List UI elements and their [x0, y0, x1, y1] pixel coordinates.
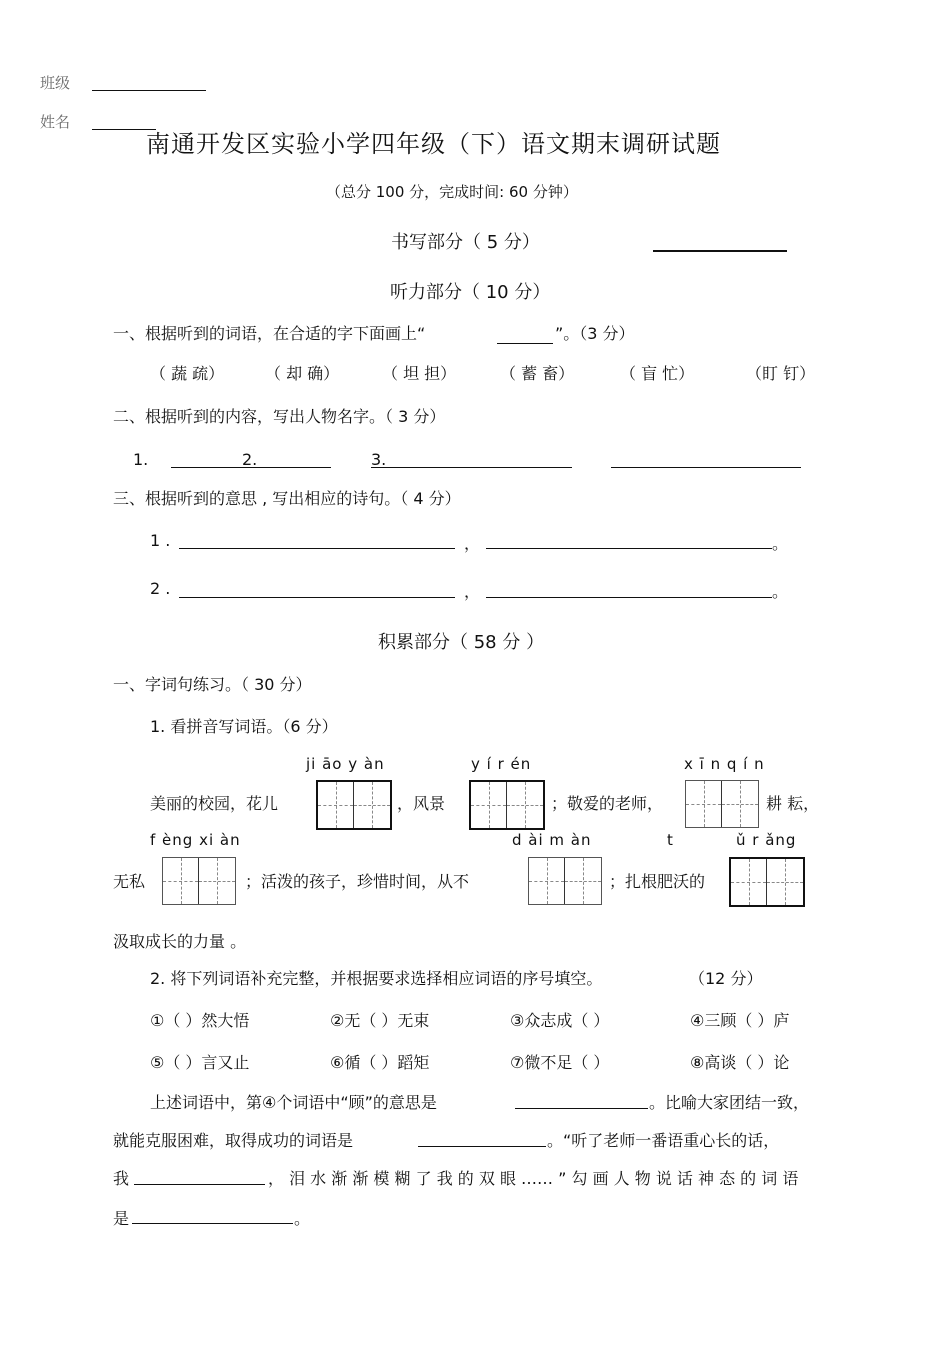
listening-q2-num-1: 1. — [133, 450, 149, 469]
pinyin-label: t — [667, 831, 674, 849]
idiom-question-title: 2. 将下列词语补充完整，并根据要求选择相应词语的序号填空。 — [150, 969, 603, 988]
writing-score-line[interactable] — [653, 250, 787, 252]
tianzige-box[interactable] — [685, 780, 759, 828]
pinyin-question-title: 1. 看拼音写词语。（6 分） — [150, 717, 338, 736]
fill-text: 是 — [113, 1209, 130, 1228]
pinyin-label: ǔ r ǎng — [736, 831, 797, 849]
tianzige-box[interactable] — [729, 857, 805, 907]
class-input-line[interactable] — [92, 90, 206, 91]
page-title: 南通开发区实验小学四年级（下）语文期末调研试题 — [146, 130, 721, 158]
fill-text: 。比喻大家团结一致， — [649, 1093, 810, 1112]
sentence-text: 汲取成长的力量 。 — [113, 932, 247, 951]
listening-q2-num-3: 3. — [371, 450, 387, 469]
sentence-text: ；扎根肥沃的 — [609, 872, 706, 891]
fill-text: 。“听了老师一番语重心长的话， — [547, 1131, 780, 1150]
listening-q1-option[interactable]: （盯 钉） — [746, 364, 816, 383]
tianzige-box[interactable] — [469, 780, 545, 830]
listening-q1-underline-sample — [497, 343, 553, 344]
tianzige-box[interactable] — [316, 780, 392, 830]
tianzige-box[interactable] — [162, 857, 236, 905]
poem-comma: ， — [464, 534, 481, 553]
page-subtitle: （总分 100 分，完成时间: 60 分钟） — [326, 183, 578, 201]
poem-line-input[interactable] — [179, 597, 455, 598]
poem-line-input[interactable] — [179, 548, 455, 549]
idiom-item[interactable]: ①（ ）然大悟 — [150, 1011, 250, 1030]
poem-period: 。 — [772, 582, 789, 601]
part1-title: 一、字词句练习。（ 30 分） — [113, 675, 312, 694]
idiom-item[interactable]: ④三顾（ ）庐 — [690, 1011, 790, 1030]
fill-text: 上述词语中，第④个词语中“顾”的意思是 — [150, 1093, 437, 1112]
fill-text: 。 — [294, 1209, 311, 1228]
listening-q1-option[interactable]: （ 蓄 畜） — [500, 364, 575, 383]
listening-q3-prompt: 三、根据听到的意思 , 写出相应的诗句。（ 4 分） — [113, 489, 461, 508]
sentence-text: ；活泼的孩子，珍惜时间，从不 — [245, 872, 470, 891]
listening-q1-option[interactable]: （ 却 确） — [265, 364, 340, 383]
class-label: 班级 — [40, 74, 71, 92]
idiom-item[interactable]: ⑦微不足（ ） — [510, 1053, 610, 1072]
sentence-text: ，风景 — [397, 794, 446, 813]
pinyin-label: x ī n q í n — [684, 755, 765, 773]
sentence-text: ；敬爱的老师， — [551, 794, 664, 813]
fill-answer-line[interactable] — [132, 1223, 293, 1224]
accumulation-section-title: 积累部分（ 58 分 ） — [378, 632, 545, 653]
fill-text: 就能克服困难，取得成功的词语是 — [113, 1131, 354, 1150]
name-label: 姓名 — [40, 113, 71, 131]
listening-section-title: 听力部分（ 10 分） — [390, 282, 551, 303]
listening-q3-num-1: 1 . — [150, 531, 171, 550]
pinyin-label: d ài m àn — [512, 831, 592, 849]
listening-q2-answer-line[interactable] — [611, 467, 801, 468]
writing-section-title: 书写部分（ 5 分） — [391, 232, 540, 253]
pinyin-label: f èng xi àn — [150, 831, 241, 849]
idiom-item[interactable]: ⑧高谈（ ）论 — [690, 1053, 790, 1072]
idiom-question-score: （12 分） — [689, 969, 763, 988]
fill-text: 我 — [113, 1169, 130, 1188]
sentence-text: 无私 — [113, 872, 146, 891]
pinyin-label: y í r én — [471, 755, 532, 773]
listening-q1-prompt: 一、根据听到的词语，在合适的字下面画上“ — [113, 324, 426, 343]
listening-q1-option[interactable]: （ 坦 担） — [382, 364, 457, 383]
tianzige-box[interactable] — [528, 857, 602, 905]
idiom-item[interactable]: ②无（ ）无束 — [330, 1011, 430, 1030]
listening-q2-num-2: 2. — [242, 450, 258, 469]
pinyin-label: ji āo y àn — [306, 755, 385, 773]
sentence-text: 耕 耘， — [766, 794, 820, 813]
fill-answer-line[interactable] — [515, 1108, 648, 1109]
idiom-item[interactable]: ⑤（ ）言又止 — [150, 1053, 250, 1072]
fill-answer-line[interactable] — [418, 1146, 546, 1147]
idiom-item[interactable]: ⑥循（ ）蹈矩 — [330, 1053, 430, 1072]
listening-q2-prompt: 二、根据听到的内容，写出人物名字。（ 3 分） — [113, 407, 446, 426]
fill-answer-line[interactable] — [134, 1184, 265, 1185]
poem-line-input[interactable] — [486, 548, 772, 549]
listening-q2-answer-line[interactable] — [371, 467, 572, 468]
sentence-text: 美丽的校园，花儿 — [150, 794, 279, 813]
poem-comma: ， — [464, 582, 481, 601]
listening-q1-option[interactable]: （ 蔬 疏） — [150, 364, 225, 383]
idiom-item[interactable]: ③众志成（ ） — [510, 1011, 610, 1030]
listening-q1-prompt-end: ”。（3 分） — [555, 324, 635, 343]
poem-period: 。 — [772, 534, 789, 553]
listening-q3-num-2: 2 . — [150, 579, 171, 598]
listening-q1-option[interactable]: （ 盲 忙） — [620, 364, 695, 383]
fill-text: ， 泪 水 渐 渐 模 糊 了 我 的 双 眼 …… ” 勾 画 人 物 说 话 神 态 的 词 语 — [268, 1169, 799, 1188]
poem-line-input[interactable] — [486, 597, 772, 598]
